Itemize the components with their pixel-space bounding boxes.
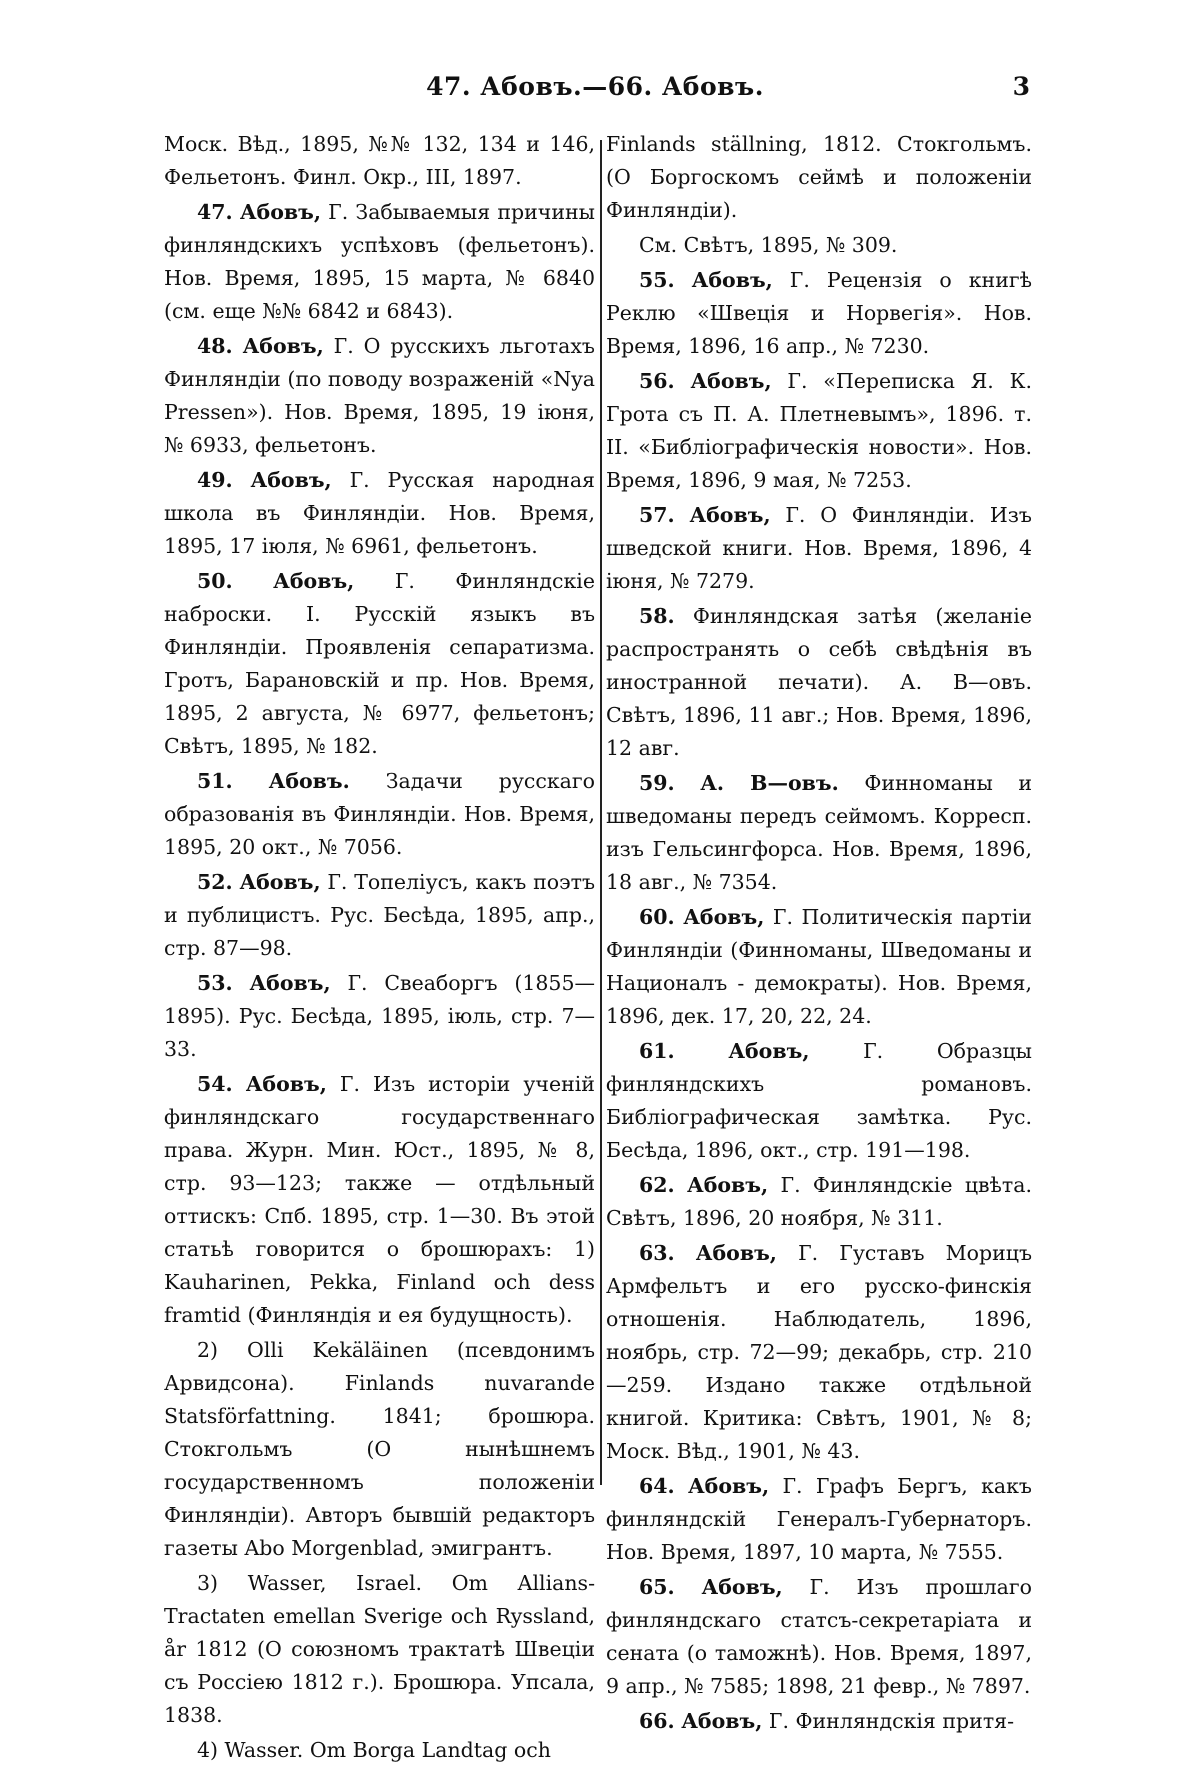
entry-number: 56. [639,369,675,393]
entry-text: Г. Финляндскіе наброски. I. Русскій языкъ въ Финляндіи. Проявленія сепаратизма. Гротъ, Барановскій и пр. Нов. Время, 1895, 2 августа, № 6977, фельетонъ; Свѣтъ, 1895, № 182. [164,569,595,758]
page-number: 3 [1012,72,1030,101]
page-header [160,72,1030,112]
entry-text: Г. Русская народная школа въ Финляндіи. Нов. Время, 1895, 17 іюля, № 6961, фельетонъ. [164,468,595,558]
entry-author: Абовъ, [689,503,771,527]
bibliography-entry [606,1705,1032,1738]
entry-author: Абовъ, [249,971,331,995]
entry-number: 55. [639,268,675,292]
bibliography-entry [606,264,1032,363]
entry-text: Г. Политическія партіи Финляндіи (Финноманы, Шведоманы и Националъ - демократы). Нов. Время, 1896, дек. 17, 20, 22, 24. [606,905,1032,1028]
bibliography-entry [606,229,1032,262]
column-divider [600,140,602,1485]
bibliography-entry [164,565,595,763]
entry-author: Абовъ, [687,1173,769,1197]
entry-text: Г. Густавъ Морицъ Армфельтъ и его русско-финскія отношенія. Наблюдатель, 1896, ноябрь, стр. 72—99; декабрь, стр. 210—259. Издано также отдѣльной книгой. Критика: Свѣтъ, 1901, № 8; Моск. Вѣд., 1901, № 43. [606,1241,1032,1463]
entry-text: Задачи русскаго образованія въ Финляндіи. Нов. Время, 1895, 20 окт., № 7056. [164,769,595,859]
bibliography-entry [164,765,595,864]
entry-number: 60. [639,905,675,929]
entry-text: Г. Рецензія о книгѣ Реклю «Швеція и Норвегія». Нов. Время, 1896, 16 апр., № 7230. [606,268,1032,358]
entry-number: 66. [639,1709,675,1733]
right-column [606,128,1032,1733]
entry-text: Г. Финляндскіе цвѣта. Свѣтъ, 1896, 20 ноября, № 311. [606,1173,1032,1230]
entry-text: Г. Свеаборгъ (1855—1895). Рус. Бесѣда, 1895, іюль, стр. 7—33. [164,971,595,1061]
bibliography-entry [164,967,595,1066]
left-column [164,128,596,1762]
entry-text: Г. О Финляндіи. Изъ шведской книги. Нов. Время, 1896, 4 іюня, № 7279. [606,503,1032,593]
bibliography-entry [606,1237,1032,1468]
entry-number: 49. [197,468,233,492]
entry-author: Абовъ, [250,468,332,492]
running-title: 47. Абовъ.—66. Абовъ. [426,72,764,101]
entry-text: 2) Olli Kekäläinen (псевдонимъ Арвидсона). Finlands nuvarande Statsförfattning. 1841; брошюра. Стокгольмъ (О нынѣшнемъ государственномъ положеніи Финляндіи). Авторъ бывшій редакторъ газеты Abo Morgenblad, эмигрантъ. [164,1338,595,1560]
entry-author: А. В—овъ. [700,771,839,795]
entry-text: 3) Wasser, Israel. Om Allians-Tractaten emellan Sverige och Ryssland, år 1812 (О союзномъ трактатѣ Швеціи съ Россіею 1812 г.). Брошюра. Упсала, 1838. [164,1571,595,1727]
bibliography-entry [164,196,595,328]
entry-author: Абовъ, [728,1039,810,1063]
bibliography-entry [164,128,595,194]
entry-author: Абовъ, [239,870,321,894]
entry-number: 47. [197,200,233,224]
entry-author: Абовъ. [268,769,350,793]
entry-number: 54. [197,1072,233,1096]
bibliography-entry [164,1734,595,1767]
entry-text: Г. Изъ исторіи ученій финляндскаго государственнаго права. Журн. Мин. Юст., 1895, № 8, стр. 93—123; также — отдѣльный оттискъ: Спб. 1895, стр. 1—30. Въ этой статьѣ говорится о брошюрахъ: 1) Kauharinen, Pekka, Finland och dess framtid (Финляндія и ея будущность). [164,1072,595,1327]
bibliography-entry [164,1068,595,1332]
bibliography-entry [606,1571,1032,1703]
entry-number: 48. [197,334,233,358]
entry-number: 63. [639,1241,675,1265]
bibliography-entry [606,901,1032,1033]
entry-text: См. Свѣтъ, 1895, № 309. [639,233,898,257]
bibliography-entry [606,365,1032,497]
entry-author: Абовъ, [691,268,773,292]
entry-text: Г. Изъ прошлаго финляндскаго статсъ-секретаріата и сената (о таможнѣ). Нов. Время, 1897, 9 апр., № 7585; 1898, 21 февр., № 7897. [606,1575,1032,1698]
entry-author: Абовъ, [683,905,765,929]
entry-text: Г. Образцы финляндскихъ романовъ. Библіографическая замѣтка. Рус. Бесѣда, 1896, окт., стр. 191—198. [606,1039,1032,1162]
entry-author: Абовъ, [687,1474,770,1498]
entry-author: Абовъ, [245,1072,327,1096]
entry-text: Г. Топеліусъ, какъ поэтъ и публицистъ. Рус. Бесѣда, 1895, апр., стр. 87—98. [164,870,595,960]
bibliography-entry [606,767,1032,899]
entry-author: Абовъ, [242,334,324,358]
bibliography-entry [164,464,595,563]
bibliography-entry [606,1470,1032,1569]
entry-number: 64. [639,1474,675,1498]
bibliography-entry [606,1169,1032,1235]
bibliography-entry [164,330,595,462]
entry-number: 65. [639,1575,675,1599]
entry-text: Г. «Переписка Я. К. Грота съ П. А. Плетневымъ», 1896. т. II. «Библіографическія новости». Нов. Время, 1896, 9 мая, № 7253. [606,369,1032,492]
bibliography-entry [164,1567,595,1732]
entry-number: 58. [639,604,675,628]
entry-number: 50. [197,569,233,593]
bibliography-entry [164,866,595,965]
entry-number: 59. [639,771,675,795]
entry-text: Г. Забываемыя причины финляндскихъ успѣховъ (фельетонъ). Нов. Время, 1895, 15 марта, № 6840 (см. еще №№ 6842 и 6843). [164,200,595,323]
entry-author: Абовъ, [273,569,355,593]
entry-text: Г. О русскихъ льготахъ Финляндіи (по поводу возраженій «Nya Pressen»). Нов. Время, 1895, 19 іюня, № 6933, фельетонъ. [164,334,596,457]
entry-author: Абовъ, [690,369,772,393]
entry-text: 4) Wasser. Om Borga Landtag och [197,1738,551,1762]
entry-number: 57. [639,503,675,527]
entry-number: 61. [639,1039,675,1063]
bibliography-entry [606,600,1032,765]
bibliography-entry [606,499,1032,598]
entry-text: Финноманы и шведоманы передъ сеймомъ. Корресп. изъ Гельсингфорса. Нов. Время, 1896, 18 авг., № 7354. [606,771,1032,894]
entry-text: Г. Финляндскія притя- [768,1709,1015,1733]
entry-text: Finlands ställning, 1812. Стокгольмъ. (О Боргоскомъ сеймѣ и положеніи Финляндіи). [606,132,1032,222]
entry-author: Абовъ, [701,1575,783,1599]
entry-number: 53. [197,971,233,995]
bibliography-entry [606,1035,1032,1167]
bibliography-entry [164,1334,595,1565]
entry-text: Г. Графъ Бергъ, какъ финляндскій Генералъ-Губернаторъ. Нов. Время, 1897, 10 марта, № 7555. [606,1474,1032,1564]
entry-number: 51. [197,769,233,793]
bibliography-entry [606,128,1032,227]
entry-text: Моск. Вѣд., 1895, №№ 132, 134 и 146, Фельетонъ. Финл. Окр., III, 1897. [164,132,595,189]
entry-author: Абовъ, [681,1709,763,1733]
entry-text: Финляндская затѣя (желаніе распространять о себѣ свѣдѣнія въ иностранной печати). А. В—овъ. Свѣтъ, 1896, 11 авг.; Нов. Время, 1896, 12 авг. [606,604,1032,760]
entry-number: 52. [197,870,233,894]
entry-author: Абовъ, [695,1241,777,1265]
entry-author: Абовъ, [239,200,321,224]
entry-number: 62. [639,1173,675,1197]
